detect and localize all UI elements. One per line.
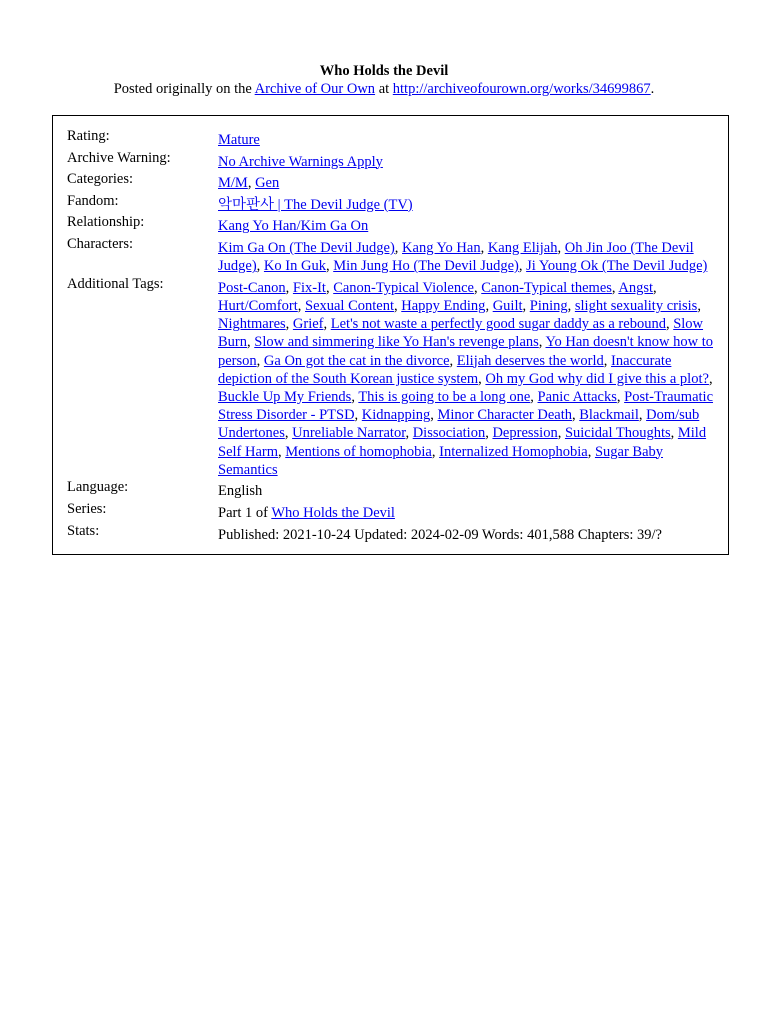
relationship-value [218,217,714,235]
period: . [650,81,655,97]
comma-separator: , [431,443,440,460]
comma-separator: , [530,388,538,405]
fandom-value [218,196,714,214]
comma-separator: , [485,297,493,314]
comma-separator: , [557,425,565,442]
categories-value [218,174,714,192]
tags-value [218,279,714,479]
language-label: Language: [67,479,129,496]
work-url-link[interactable]: http://archiveofourown.org/works/34699867 [392,81,651,97]
language-row [67,481,714,499]
comma-separator: , [297,297,305,314]
tags-link[interactable]: Happy Ending [401,297,486,314]
comma-separator: , [325,258,334,275]
tags-link[interactable]: Internalized Homophobia [439,443,588,460]
tags-link[interactable]: Kidnapping [361,407,431,424]
comma-separator: , [278,443,286,460]
comma-separator: , [538,334,546,351]
comma-separator: , [449,352,457,369]
comma-separator: , [697,297,701,314]
stats-label: Stats: [67,522,100,539]
series-link[interactable]: Who Holds the Devil [271,504,395,521]
comma-separator: , [405,425,413,442]
tags-link[interactable]: Slow and simmering like Yo Han's revenge plans [254,334,539,351]
comma-separator: , [285,316,293,333]
characters-link[interactable]: Ko In Guk [263,258,326,275]
comma-separator: , [284,425,293,442]
tags-link[interactable]: Nightmares [218,316,286,333]
warning-value [218,153,714,171]
series-row [67,500,714,521]
posted-prefix: Posted originally on the [113,81,255,97]
tags-link[interactable]: Canon-Typical themes [481,279,612,296]
characters-row [67,235,714,275]
comma-separator: , [557,239,565,256]
tags-link[interactable]: Let's not waste a perfectly good sugar daddy as a rebound [330,316,666,333]
tags-link[interactable]: Dissociation [412,425,486,442]
comma-separator: , [480,239,488,256]
fandom-link[interactable]: 악마판사 | The Devil Judge (TV) [218,196,413,213]
comma-separator: , [665,316,674,333]
tags-link[interactable]: Hurt/Comfort [218,297,298,314]
characters-value [218,239,714,275]
comma-separator: , [611,279,619,296]
relationship-link[interactable]: Kang Yo Han/Kim Ga On [218,218,369,235]
tags-link[interactable]: Grief [292,316,324,333]
comma-separator: , [638,407,647,424]
comma-separator: , [247,175,256,192]
tags-link[interactable]: Minor Character Death [437,407,572,424]
archive-link[interactable]: Archive of Our Own [254,81,376,97]
tags-link[interactable]: Pining [529,297,568,314]
tags-link[interactable]: Mild Self Harm [218,425,707,460]
tags-link[interactable]: Unreliable Narrator [292,425,406,442]
tags-link[interactable]: Sexual Content [305,297,395,314]
tags-link[interactable]: Slow Burn [218,316,704,351]
comma-separator: , [587,443,595,460]
posted-line [0,80,768,98]
categories-link[interactable]: M/M [218,175,248,192]
rating-link[interactable]: Mature [218,132,260,148]
tags-link[interactable]: Blackmail [579,407,639,424]
series-value [218,504,714,522]
tags-link[interactable]: Yo Han doesn't know how to person [218,334,713,369]
tags-link[interactable]: Post-Traumatic Stress Disorder - PTSD [218,388,714,424]
metadata-box [52,115,729,555]
characters-link[interactable]: Oh Jin Joo (The Devil Judge) [218,239,694,275]
tags-link[interactable]: Sugar Baby Semantics [218,443,663,478]
comma-separator: , [485,425,493,442]
tags-link[interactable]: Oh my God why did I give this a plot? [485,370,709,387]
tags-row [67,275,714,478]
relationship-row [67,216,714,234]
stats-value: Published: 2021-10-24 Updated: 2024-02-09 Words: 401,588 Chapters: 39/? [218,526,662,543]
characters-link[interactable]: Kang Elijah [487,239,558,256]
tags-link[interactable]: Elijah deserves the world [456,352,604,369]
tags-link[interactable]: Buckle Up My Friends [218,388,352,405]
tags-link[interactable]: Guilt [492,297,523,314]
comma-separator: , [430,407,438,424]
tags-link[interactable]: slight sexuality crisis [574,297,698,314]
series-label: Series: [67,500,107,517]
comma-separator: , [285,279,293,296]
stats-row [67,522,714,543]
comma-separator: , [394,297,402,314]
comma-separator: , [478,370,486,387]
comma-separator: , [325,279,334,296]
tags-link[interactable]: Canon-Typical Violence [333,279,474,296]
characters-link[interactable]: Kang Yo Han [402,239,481,256]
tags-link[interactable]: Depression [492,425,558,442]
comma-separator: , [256,258,264,275]
comma-separator: , [474,279,482,296]
rating-value [218,131,714,149]
comma-separator: , [256,352,264,369]
work-title: Who Holds the Devil [319,63,449,79]
tags-link[interactable]: Suicidal Thoughts [564,425,671,442]
at-text: at [375,81,393,97]
comma-separator: , [708,370,713,387]
tags-link[interactable]: Post-Canon [218,279,286,296]
comma-separator: , [616,388,625,405]
rating-label: Rating: [67,128,110,144]
comma-separator: , [567,297,575,314]
tags-link[interactable]: Fix-It [292,279,326,296]
tags-link[interactable]: Ga On got the cat in the divorce [263,352,450,369]
comma-separator: , [670,425,678,442]
tags-link[interactable]: Inaccurate depiction of the South Korean justice system [218,352,672,387]
fandom-row [67,192,714,213]
comma-separator: , [394,239,403,256]
comma-separator: , [354,407,362,424]
fandom-label: Fandom: [67,192,119,209]
warning-link[interactable]: No Archive Warnings Apply [218,153,383,170]
warning-row [67,149,714,170]
comma-separator: , [522,297,530,314]
rating-row [67,130,714,148]
relationship-label: Relationship: [67,214,145,231]
categories-label: Categories: [67,171,134,188]
comma-separator: , [653,279,657,296]
categories-link[interactable]: Gen [255,175,280,192]
characters-label: Characters: [67,235,134,252]
comma-separator: , [603,352,612,369]
comma-separator: , [351,388,359,405]
tags-label: Additional Tags: [67,275,164,292]
characters-link[interactable]: Kim Ga On (The Devil Judge) [218,239,395,256]
tags-link[interactable]: This is going to be a long one [358,388,531,405]
series-prefix: Part 1 of [218,504,272,521]
tags-link[interactable]: Angst [618,279,654,296]
characters-link[interactable]: Min Jung Ho (The Devil Judge) [333,258,519,275]
tags-link[interactable]: Panic Attacks [537,388,617,405]
language-value: English [218,483,263,500]
tags-link[interactable]: Dom/sub Undertones [218,407,700,442]
comma-separator: , [518,258,527,275]
warning-label: Archive Warning: [67,149,171,166]
comma-separator: , [247,334,255,351]
header [0,0,768,98]
characters-link[interactable]: Ji Young Ok (The Devil Judge) [526,258,708,275]
comma-separator: , [572,407,580,424]
categories-row [67,173,714,191]
comma-separator: , [323,316,331,333]
tags-link[interactable]: Mentions of homophobia [285,443,432,460]
